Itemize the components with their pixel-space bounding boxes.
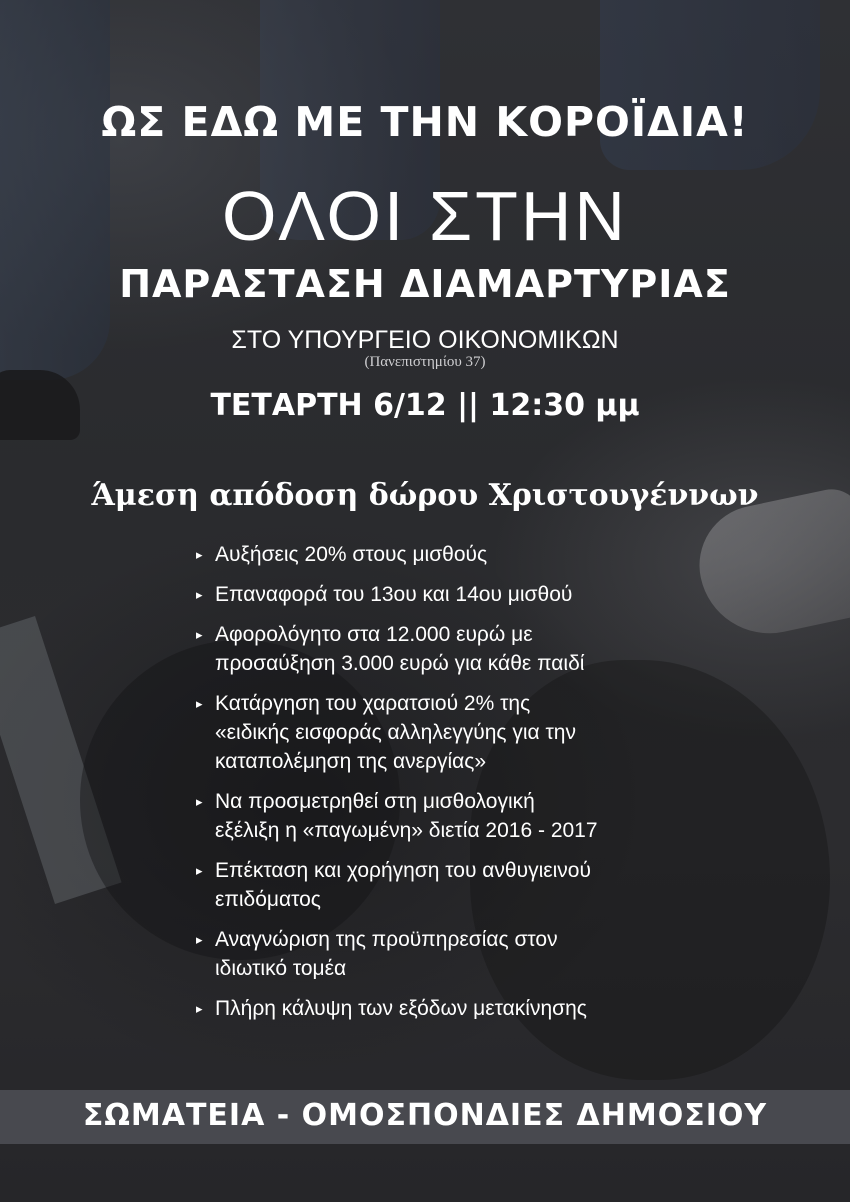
demand-line: καταπολέμηση της ανεργίας» [215, 750, 487, 773]
headline: ΩΣ ΕΔΩ ΜΕ ΤΗΝ ΚΟΡΟΪΔΙΑ! [101, 98, 749, 146]
demand-item [196, 620, 716, 678]
event-title: ΠΑΡΑΣΤΑΣΗ ΔΙΑΜΑΡΤΥΡΙΑΣ [119, 262, 731, 306]
demands-list [196, 540, 716, 1034]
demand-item [196, 580, 716, 609]
demand-item [196, 925, 716, 983]
demand-line: εξέλιξη η «παγωμένη» διετία 2016 - 2017 [215, 819, 598, 842]
event-location: ΣΤΟ ΥΠΟΥΡΓΕΙΟ ΟΙΚΟΝΟΜΙΚΩΝ [231, 326, 619, 354]
demand-item [196, 540, 716, 569]
demand-item [196, 856, 716, 914]
event-address: (Πανεπιστημίου 37) [364, 354, 486, 370]
demand-item [196, 689, 716, 776]
bullet-arrow-icon: ▸ [196, 547, 203, 562]
bullet-arrow-icon: ▸ [196, 1001, 203, 1016]
bullet-arrow-icon: ▸ [196, 932, 203, 947]
demand-line: Αφορολόγητο στα 12.000 ευρώ με [215, 623, 533, 646]
bullet-arrow-icon: ▸ [196, 863, 203, 878]
demand-title: Άμεση απόδοση δώρου Χριστουγέννων [91, 478, 759, 513]
demand-item [196, 787, 716, 845]
demand-line: Πλήρη κάλυψη των εξόδων μετακίνησης [215, 997, 587, 1020]
footer-organizers: ΣΩΜΑΤΕΙΑ - ΟΜΟΣΠΟΝΔΙΕΣ ΔΗΜΟΣΙΟΥ [82, 1098, 768, 1133]
bullet-arrow-icon: ▸ [196, 794, 203, 809]
call-to-action: ΟΛΟΙ ΣΤΗΝ [222, 177, 628, 255]
event-datetime: ΤΕΤΑΡΤΗ 6/12 || 12:30 μμ [210, 388, 640, 423]
demand-line: Αναγνώριση της προϋπηρεσίας στον [215, 928, 558, 951]
demand-line: Επέκταση και χορήγηση του ανθυγιεινού [215, 859, 591, 882]
demand-item [196, 994, 716, 1023]
bullet-arrow-icon: ▸ [196, 587, 203, 602]
demand-line: Επαναφορά του 13ου και 14ου μισθού [215, 583, 573, 606]
demand-line: Αυξήσεις 20% στους μισθούς [215, 543, 488, 566]
demand-line: Να προσμετρηθεί στη μισθολογική [215, 790, 535, 813]
bullet-arrow-icon: ▸ [196, 696, 203, 711]
demand-line: προσαύξηση 3.000 ευρώ για κάθε παιδί [215, 652, 585, 675]
demand-line: Κατάργηση του χαρατσιού 2% της [215, 692, 531, 715]
bullet-arrow-icon: ▸ [196, 627, 203, 642]
demand-line: ιδιωτικό τομέα [215, 957, 347, 980]
demand-line: «ειδικής εισφοράς αλληλεγγύης για την [215, 721, 576, 744]
demand-line: επιδόματος [215, 888, 321, 911]
